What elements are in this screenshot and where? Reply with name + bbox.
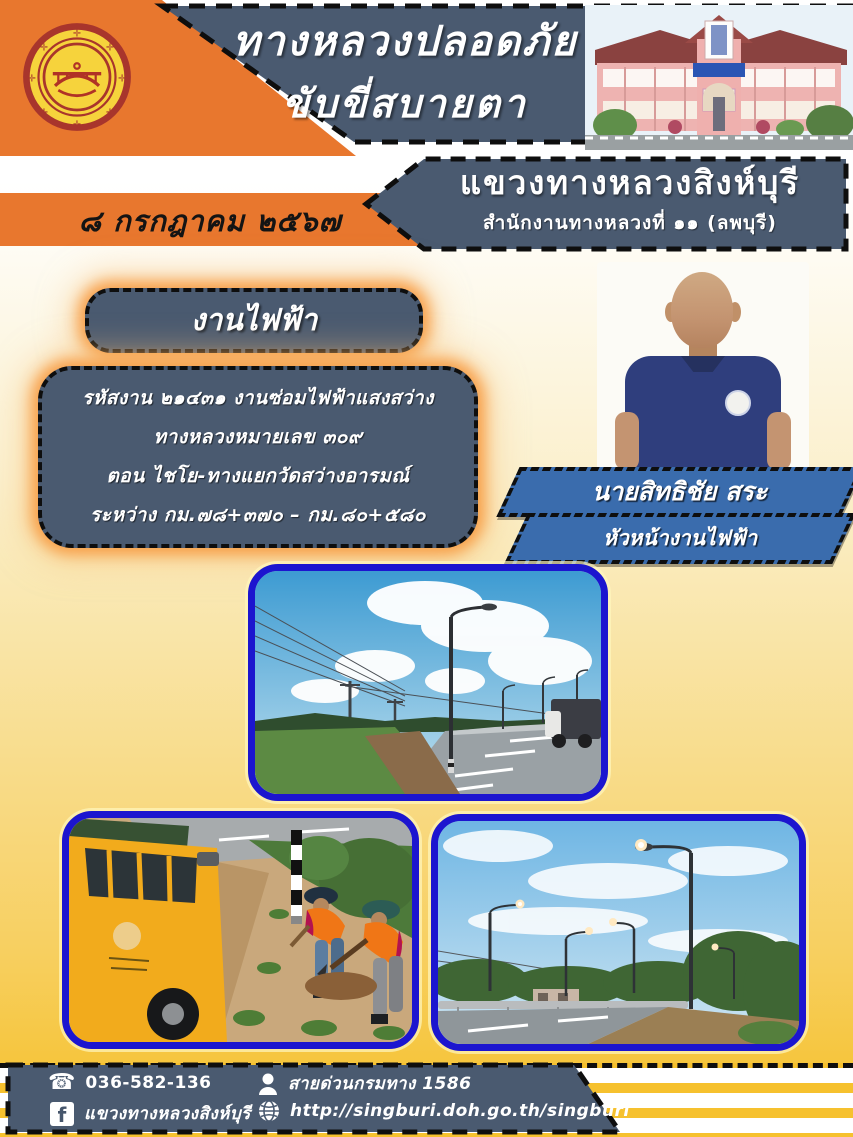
department-of-highways-logo xyxy=(22,22,132,132)
district-name: แขวงทางหลวงสิงห์บุรี xyxy=(459,163,801,202)
staff-title-banner xyxy=(504,513,853,564)
svg-text:✛: ✛ xyxy=(39,42,49,54)
person-polo-shirt xyxy=(625,356,781,470)
person-icon xyxy=(258,1072,278,1096)
website-url: http://singburi.doh.go.th/singburi xyxy=(290,1101,630,1121)
footer-hotline xyxy=(258,1070,472,1097)
svg-text:✛: ✛ xyxy=(105,42,115,54)
striped-pole xyxy=(291,830,302,924)
photo-streetlights-row xyxy=(431,814,806,1051)
office-building-photo xyxy=(585,5,853,150)
svg-text:✛: ✛ xyxy=(72,119,82,131)
phone-icon: ☎ xyxy=(48,1070,76,1095)
person-head xyxy=(671,272,733,348)
job-detail-line: ระหว่าง กม.๗๘+๓๗๐ – กม.๘๐+๕๘๐ xyxy=(90,504,426,526)
truck-door-seal xyxy=(113,922,141,950)
staff-name: นายสิทธิชัย สระ xyxy=(592,477,768,506)
phone-number: 036-582-136 xyxy=(85,1073,212,1093)
job-detail-line: ทางหลวงหมายเลข ๓๐๙ xyxy=(153,426,363,448)
slogan-line2: ขับขี่สบายตา xyxy=(282,82,528,127)
office-name: สำนักงานทางหลวงที่ ๑๑ (ลพบุรี) xyxy=(483,212,777,234)
job-detail-line: รหัสงาน ๒๑๔๓๑ งานซ่อมไฟฟ้าแสงสว่าง xyxy=(82,387,434,409)
job-detail-line: ตอน ไชโย-ทางแยกวัดสว่างอารมณ์ xyxy=(106,465,410,487)
globe-icon xyxy=(258,1100,280,1122)
staff-portrait-photo xyxy=(597,262,809,470)
svg-text:✛: ✛ xyxy=(27,73,37,85)
person-arm xyxy=(615,412,639,470)
shirt-logo-badge xyxy=(725,390,751,416)
photo-work-crew-digging xyxy=(62,811,419,1049)
work-category-title: งานไฟฟ้า xyxy=(190,303,318,338)
district-banner-text xyxy=(410,160,850,240)
staff-name-banner xyxy=(496,467,853,517)
footer-facebook xyxy=(50,1100,251,1127)
svg-text:✛: ✛ xyxy=(117,73,127,85)
footer-phone xyxy=(48,1072,211,1094)
header-slogan xyxy=(205,8,605,136)
staff-title: หัวหน้างานไฟฟ้า xyxy=(602,526,758,550)
date-text: ๘ กรกฎาคม ๒๕๖๗ xyxy=(78,204,342,238)
facebook-page-name: แขวงทางหลวงสิงห์บุรี xyxy=(84,1104,251,1124)
svg-text:✛: ✛ xyxy=(72,28,82,40)
job-detail-box xyxy=(38,366,478,548)
slogan-line1: ทางหลวงปลอดภัย xyxy=(232,17,578,65)
dirt-mound xyxy=(305,972,377,1000)
truck-yellow xyxy=(69,836,227,1042)
svg-text:✛: ✛ xyxy=(105,107,115,119)
facebook-icon: f xyxy=(50,1102,74,1126)
royal-portrait xyxy=(711,25,727,55)
photo-highway-streetlight xyxy=(248,564,608,801)
person-arm xyxy=(767,412,791,470)
work-category-badge xyxy=(85,288,423,353)
svg-text:✛: ✛ xyxy=(39,107,49,119)
building-name-sign xyxy=(693,63,745,77)
footer-website xyxy=(258,1100,630,1122)
hotline-text: สายด่วนกรมทาง 1586 xyxy=(288,1074,472,1094)
